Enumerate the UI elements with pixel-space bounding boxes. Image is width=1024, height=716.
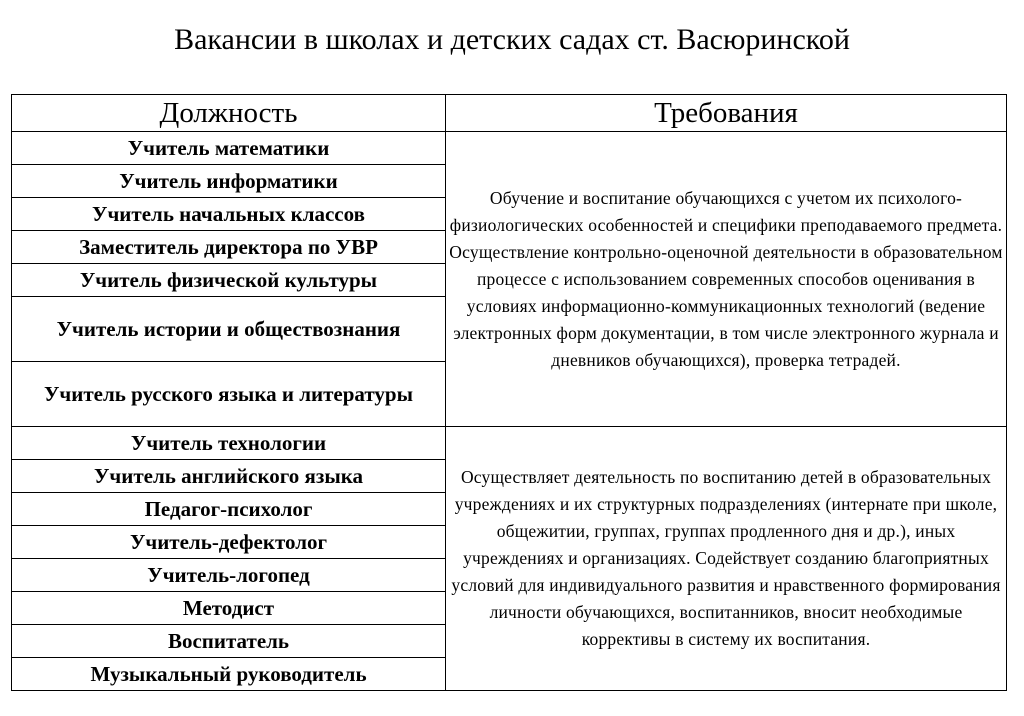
position-cell: Учитель английского языка	[12, 460, 446, 493]
position-cell: Учитель-дефектолог	[12, 526, 446, 559]
table-row	[12, 427, 1007, 460]
position-cell: Учитель физической культуры	[12, 264, 446, 297]
position-cell: Учитель технологии	[12, 427, 446, 460]
position-cell: Воспитатель	[12, 625, 446, 658]
position-cell: Учитель начальных классов	[12, 198, 446, 231]
table-row	[12, 132, 1007, 165]
position-cell: Учитель информатики	[12, 165, 446, 198]
vacancies-table	[11, 94, 1007, 691]
header-requirements: Требования	[446, 95, 1007, 132]
position-cell: Учитель истории и обществознания	[12, 297, 446, 362]
page-title: Вакансии в школах и детских садах ст. Васюринской	[174, 23, 850, 56]
position-cell: Учитель математики	[12, 132, 446, 165]
header-position: Должность	[12, 95, 446, 132]
position-cell: Музыкальный руководитель	[12, 658, 446, 691]
requirements-cell-teachers: Обучение и воспитание обучающихся с учетом их психолого-физиологических особенностей и специфики преподаваемого предмета. Осуществление контрольно-оценочной деятельности в образовательном процессе с использованием современных способов оценивания в условиях информационно-коммуникационных технологий (ведение электронных форм документации, в том числе электронного журнала и дневников обучающихся), проверка тетрадей.	[446, 132, 1007, 427]
position-cell: Методист	[12, 592, 446, 625]
table-header-row	[12, 95, 1007, 132]
position-cell: Заместитель директора по УВР	[12, 231, 446, 264]
position-cell: Педагог-психолог	[12, 493, 446, 526]
position-cell: Учитель русского языка и литературы	[12, 362, 446, 427]
requirements-cell-educators: Осуществляет деятельность по воспитанию детей в образовательных учреждениях и их структурных подразделениях (интернате при школе, общежитии, группах, группах продленного дня и др.), иных учреждениях и организациях. Содействует созданию благоприятных условий для индивидуального развития и нравственного формирования личности обучающихся, воспитанников, вносит необходимые коррективы в систему их воспитания.	[446, 427, 1007, 691]
position-cell: Учитель-логопед	[12, 559, 446, 592]
